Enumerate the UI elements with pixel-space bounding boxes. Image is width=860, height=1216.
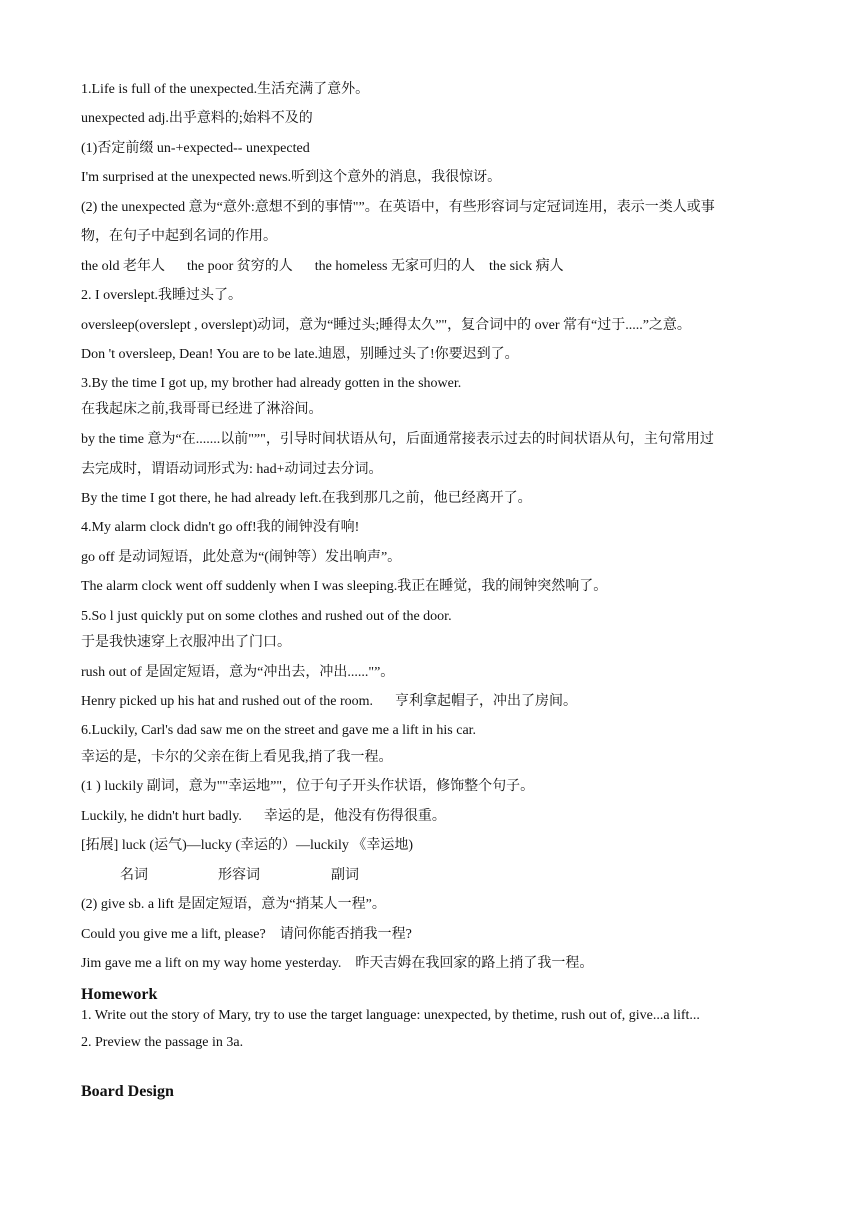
example-en: Could you give me a lift, please?	[81, 927, 266, 942]
text-line: 1.Life is full of the unexpected.生活充满了意外。	[81, 82, 370, 97]
text-line: go off 是动词短语，此处意为“(闹钟等）发出响声”。	[81, 550, 402, 565]
example-zh: 昨天吉姆在我回家的路上捎了我一程。	[355, 956, 594, 971]
text-line-group	[81, 693, 577, 711]
text-line: 3.By the time I got up, my brother had already gotten in the shower.	[81, 376, 462, 391]
text-line: 5.So l just quickly put on some clothes and rushed out of the door.	[81, 609, 452, 624]
phrase: the sick 病人	[488, 259, 564, 274]
text-line-group	[81, 955, 593, 973]
text-line: By the time I got there, he had already left.在我到那几之前，他已经离开了。	[81, 491, 532, 506]
example-zh: 亨利拿起帽子，冲出了房间。	[395, 694, 577, 709]
example-en: Jim gave me a lift on my way home yesterday.	[81, 956, 342, 971]
text-line: 去完成时，谓语动词形式为: had+动词过去分词。	[81, 462, 383, 477]
label-adjective: 形容词	[218, 868, 260, 883]
text-line: 于是我快速穿上衣服冲出了门口。	[81, 635, 291, 650]
homework-heading: Homework	[81, 986, 158, 1003]
text-line: rush out of 是固定短语，意为“冲出去，冲出......"”。	[81, 665, 395, 680]
text-line: (2) give sb. a lift 是固定短语，意为“捎某人一程”。	[81, 897, 386, 912]
label-adverb: 副词	[331, 868, 359, 883]
homework-item: 2. Preview the passage in 3a.	[81, 1035, 244, 1050]
example-en: Luckily, he didn't hurt badly.	[81, 809, 242, 824]
text-line: I'm surprised at the unexpected news.听到这个意外的消息，我很惊讶。	[81, 170, 502, 185]
text-line: (1)否定前缀 un-+expected-- unexpected	[81, 141, 310, 156]
phrase: the poor 贫穷的人	[187, 259, 293, 274]
text-line: unexpected adj.出乎意料的;始料不及的	[81, 111, 313, 126]
text-line: by the time 意为“在.......以前"”"，引导时间状语从句，后面通常接表示过去的时间状语从句，主句常用过	[81, 432, 714, 447]
phrase: the homeless 无家可归的人	[314, 259, 475, 274]
text-line: The alarm clock went off suddenly when I was sleeping.我正在睡觉，我的闹钟突然响了。	[81, 579, 608, 594]
label-noun: 名词	[120, 868, 148, 883]
homework-item: 1. Write out the story of Mary, try to use the target language: unexpected, by thetime, rush out of, give...a lift...	[81, 1008, 700, 1023]
board-design-heading: Board Design	[81, 1083, 174, 1100]
text-line: 在我起床之前,我哥哥已经进了淋浴间。	[81, 402, 323, 417]
text-line: oversleep(overslept , overslept)动词，意为“睡过头;睡得太久”"，复合词中的 over 常有“过于.....”之意。	[81, 318, 691, 333]
text-line-group	[81, 926, 412, 944]
word-class-labels	[81, 867, 481, 885]
text-line: 6.Luckily, Carl's dad saw me on the street and gave me a lift in his car.	[81, 723, 477, 738]
text-line: (2) the unexpected 意为“意外:意想不到的事情"”。在英语中，有些形容词与定冠词连用，表示一类人或事	[81, 200, 715, 215]
text-line: Don 't oversleep, Dean! You are to be late.迪恩，别睡过头了!你要迟到了。	[81, 347, 519, 362]
text-line-group	[81, 808, 446, 826]
example-zh: 幸运的是，他没有伤得很重。	[263, 809, 446, 824]
text-line: 4.My alarm clock didn't go off!我的闹钟没有响!	[81, 520, 360, 535]
example-zh: 请问你能否捎我一程?	[279, 927, 412, 942]
text-line: (1 ) luckily 副词，意为""幸运地”"，位于句子开头作状语，修饰整个句子。	[81, 779, 535, 794]
phrase: the old 老年人	[81, 259, 165, 274]
example-en: Henry picked up his hat and rushed out of the room.	[81, 694, 373, 709]
text-line: 物，在句子中起到名词的作用。	[81, 229, 277, 244]
text-line: 幸运的是，卡尔的父亲在街上看见我,捎了我一程。	[81, 750, 393, 765]
text-line-group	[81, 258, 564, 276]
text-line: 2. I overslept.我睡过头了。	[81, 288, 242, 303]
text-line: [拓展] luck (运气)—lucky (幸运的）—luckily 《幸运地)	[81, 838, 414, 853]
